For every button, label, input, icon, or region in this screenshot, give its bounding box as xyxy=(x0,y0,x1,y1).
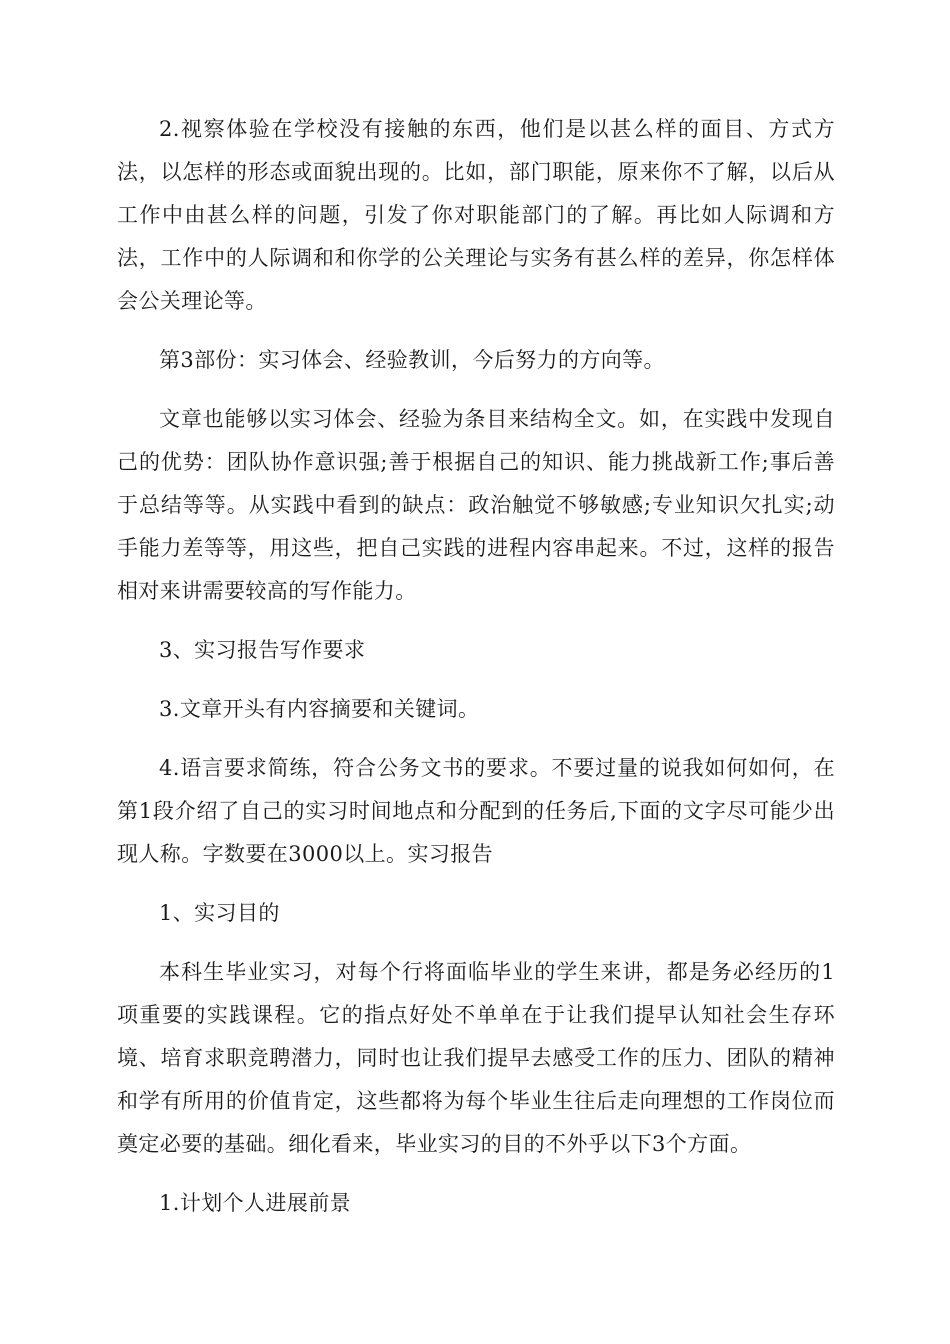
paragraph-structure: 文章也能够以实习体会、经验为条目来结构全文。如，在实践中发现自己的优势：团队协作意识强;善于根据自己的知识、能力挑战新工作;事后善于总结等等。从实践中看到的缺点：政治触觉不够敏感;专业知识欠扎实;动手能力差等等，用这些，把自己实践的进程内容串起来。不过，这样的报告相对来讲需要较高的写作能力。 xyxy=(117,407,835,603)
paragraph-language-requirements: 4.语言要求简练，符合公务文书的要求。不要过量的说我如何如何，在第1段介绍了自己的实习时间地点和分配到的任务后,下面的文字尽可能少出现人称。字数要在3000以上。实习报告 xyxy=(117,756,835,866)
heading-personal-prospects: 1.计划个人进展前景 xyxy=(159,1191,352,1215)
paragraph-observation: 2.视察体验在学校没有接触的东西，他们是以甚么样的面目、方式方法，以怎样的形态或面貌出现的。比如，部门职能，原来你不了解，以后从工作中由甚么样的问题，引发了你对职能部门的了解。再比如人际调和方法，工作中的人际调和和你学的公关理论与实务有甚么样的差异，你怎样体会公关理论等。 xyxy=(117,117,835,313)
paragraph-part-three: 第3部份：实习体会、经验教训，今后努力的方向等。 xyxy=(159,348,665,372)
heading-writing-requirements: 3、实习报告写作要求 xyxy=(159,638,366,662)
paragraph-internship-purpose: 本科生毕业实习，对每个行将面临毕业的学生来讲，都是务必经历的1项重要的实践课程。它的指点好处不单单在于让我们提早认知社会生存环境、培育求职竞聘潜力，同时也让我们提早去感受工作的压力、团队的精神和学有所用的价值肯定，这些都将为每个毕业生往后走向理想的工作岗位而奠定必要的基础。细化看来，毕业实习的目的不外乎以下3个方面。 xyxy=(117,960,835,1156)
document-body xyxy=(117,108,835,1241)
heading-internship-purpose: 1、实习目的 xyxy=(159,901,280,925)
paragraph-abstract-keywords: 3.文章开头有内容摘要和关键词。 xyxy=(159,697,480,721)
